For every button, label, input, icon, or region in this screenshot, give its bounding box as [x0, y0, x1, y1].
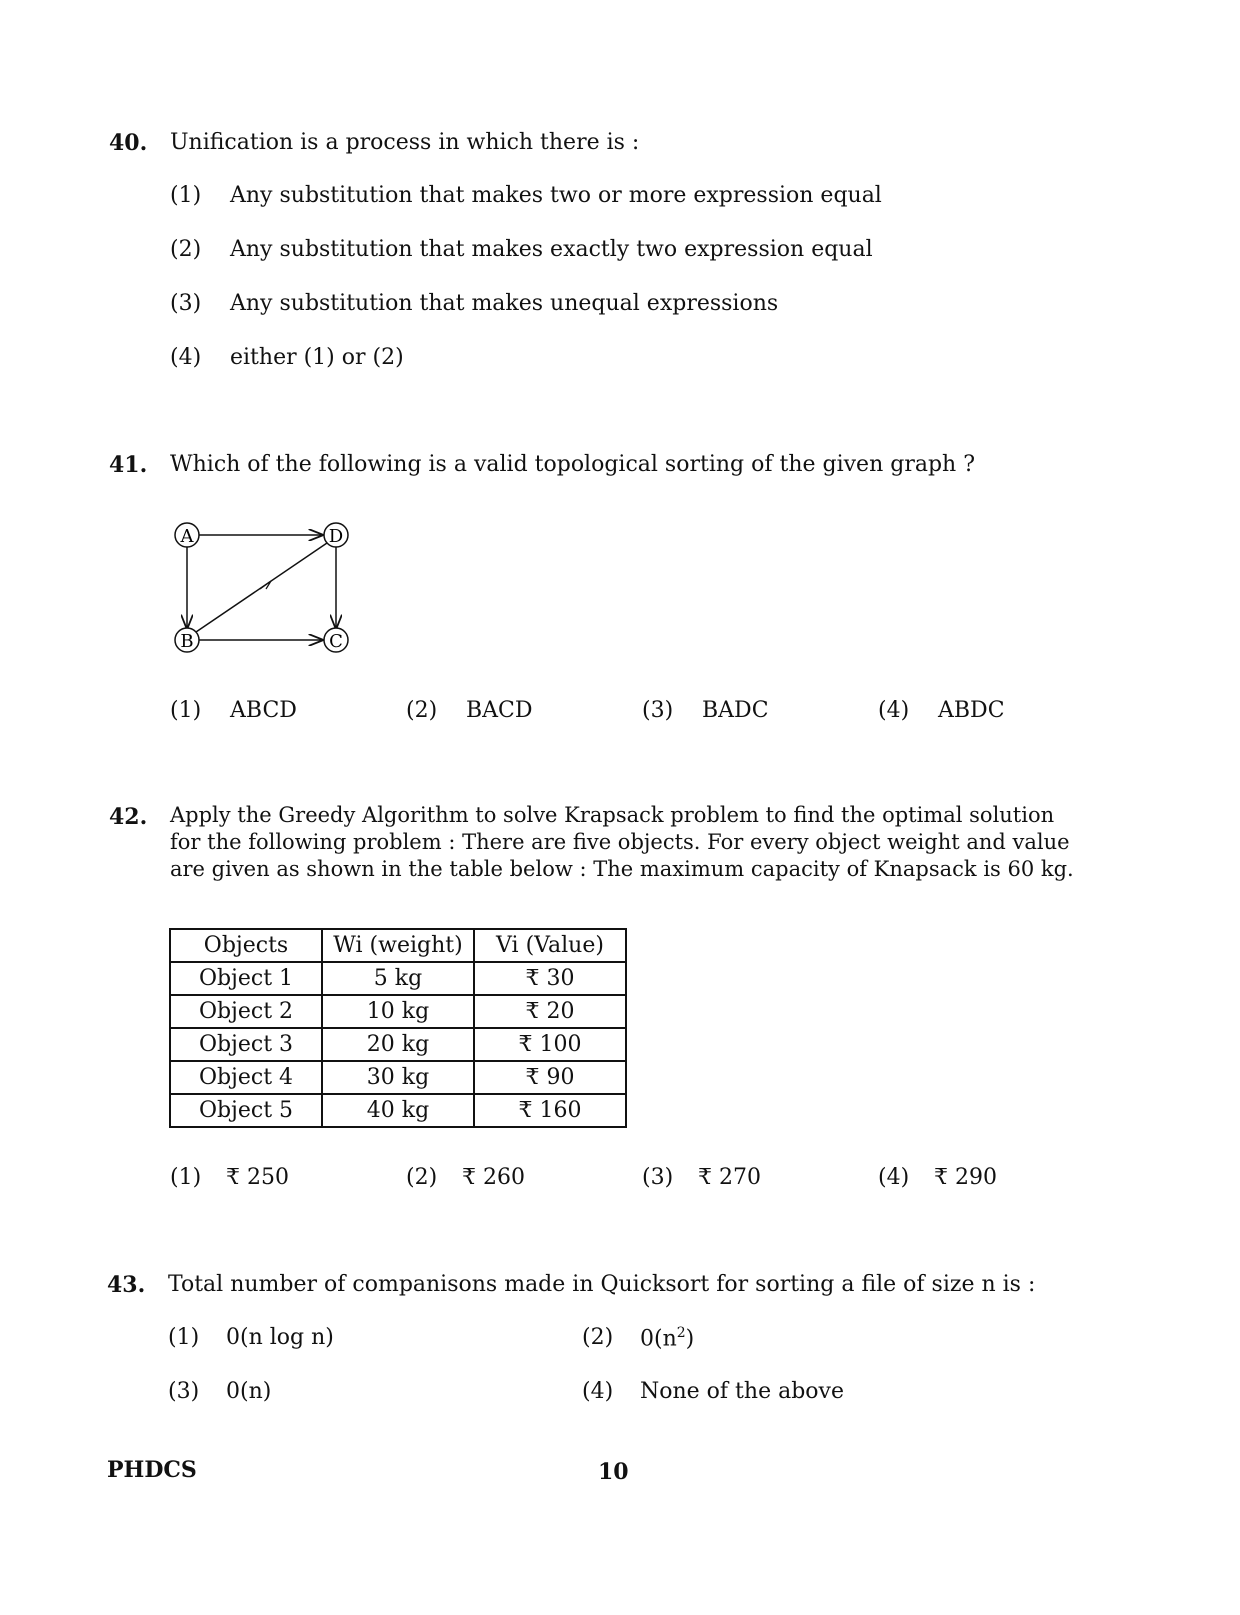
table-cell: 30 kg: [322, 1061, 474, 1094]
node-c-label: C: [329, 631, 343, 652]
q43-option-1-text: 0(n log n): [226, 1325, 334, 1350]
question-41-text: Which of the following is a valid topological sorting of the given graph ?: [170, 452, 975, 477]
q40-option-1-label: (1): [170, 183, 202, 208]
table-cell: Object 4: [170, 1061, 322, 1094]
table-cell: Object 1: [170, 962, 322, 995]
table-cell: 40 kg: [322, 1094, 474, 1127]
table-cell: ₹ 90: [474, 1061, 626, 1094]
knapsack-table: [169, 928, 627, 1128]
q41-option-3-text: BADC: [702, 698, 769, 723]
q40-option-1-text: Any substitution that makes two or more expression equal: [230, 183, 882, 208]
table-cell: 20 kg: [322, 1028, 474, 1061]
edge-b-d-arrowhead: [260, 581, 271, 589]
table-cell: Object 3: [170, 1028, 322, 1061]
q43-option-3-label: (3): [168, 1379, 200, 1404]
question-40-text: Unification is a process in which there is :: [170, 130, 640, 155]
footer-paper-code: PHDCS: [107, 1457, 197, 1483]
q42-option-1-text: ₹ 250: [226, 1165, 289, 1190]
q42-option-4-text: ₹ 290: [934, 1165, 997, 1190]
table-cell: ₹ 30: [474, 962, 626, 995]
q42-option-3-label: (3): [642, 1165, 674, 1190]
topological-graph-diagram: [160, 515, 370, 665]
q43-option-2-superscript: 2: [676, 1325, 686, 1341]
node-b-label: B: [180, 631, 194, 652]
q41-option-4-text: ABDC: [938, 698, 1005, 723]
question-43-text: Total number of companisons made in Quicksort for sorting a file of size n is :: [168, 1272, 1036, 1297]
table-row: [170, 1028, 626, 1061]
table-cell: 5 kg: [322, 962, 474, 995]
q40-option-2-label: (2): [170, 237, 202, 262]
q41-option-4-label: (4): [878, 698, 910, 723]
q40-option-3-text: Any substitution that makes unequal expressions: [230, 291, 779, 316]
table-header-objects: Objects: [170, 929, 322, 962]
table-cell: Object 5: [170, 1094, 322, 1127]
q42-option-3-text: ₹ 270: [698, 1165, 761, 1190]
footer-page-number: 10: [598, 1459, 629, 1485]
q41-option-3-label: (3): [642, 698, 674, 723]
q43-option-3-text: 0(n): [226, 1379, 272, 1404]
node-d-label: D: [328, 526, 344, 547]
q43-option-2-expression: [640, 1325, 694, 1351]
q43-option-2-text: 0(n: [640, 1326, 677, 1352]
q40-option-4-label: (4): [170, 345, 202, 370]
q42-option-2-label: (2): [406, 1165, 438, 1190]
table-row: [170, 962, 626, 995]
q43-option-4-text: None of the above: [640, 1379, 844, 1404]
table-row: [170, 1061, 626, 1094]
q42-option-4-label: (4): [878, 1165, 910, 1190]
q42-option-2-text: ₹ 260: [462, 1165, 525, 1190]
q40-option-2-text: Any substitution that makes exactly two expression equal: [230, 237, 873, 262]
q43-option-2-label: (2): [582, 1325, 614, 1350]
table-cell: ₹ 20: [474, 995, 626, 1028]
question-41-number: 41.: [109, 452, 148, 478]
table-header-weight: Wi (weight): [322, 929, 474, 962]
q40-option-4-text: either (1) or (2): [230, 345, 404, 370]
q42-option-1-label: (1): [170, 1165, 202, 1190]
question-40-number: 40.: [109, 130, 148, 156]
table-cell: ₹ 100: [474, 1028, 626, 1061]
table-cell: 10 kg: [322, 995, 474, 1028]
table-cell: Object 2: [170, 995, 322, 1028]
q43-option-2-tail: ): [685, 1326, 695, 1352]
q43-option-1-label: (1): [168, 1325, 200, 1350]
table-header-value: Vi (Value): [474, 929, 626, 962]
question-42-line-3: are given as shown in the table below : The maximum capacity of Knapsack is 60 kg.: [170, 857, 1074, 881]
node-a-label: A: [180, 526, 194, 547]
table-cell: ₹ 160: [474, 1094, 626, 1127]
question-43-number: 43.: [107, 1272, 146, 1298]
question-42-line-1: Apply the Greedy Algorithm to solve Krapsack problem to find the optimal solution: [170, 803, 1055, 827]
table-header-row: [170, 929, 626, 962]
q43-option-4-label: (4): [582, 1379, 614, 1404]
q41-option-2-label: (2): [406, 698, 438, 723]
q40-option-3-label: (3): [170, 291, 202, 316]
q41-option-2-text: BACD: [466, 698, 533, 723]
question-42-line-2: for the following problem : There are five objects. For every object weight and value: [170, 830, 1070, 854]
q41-option-1-label: (1): [170, 698, 202, 723]
table-row: [170, 995, 626, 1028]
question-42-number: 42.: [109, 804, 148, 830]
table-row: [170, 1094, 626, 1127]
q41-option-1-text: ABCD: [230, 698, 297, 723]
